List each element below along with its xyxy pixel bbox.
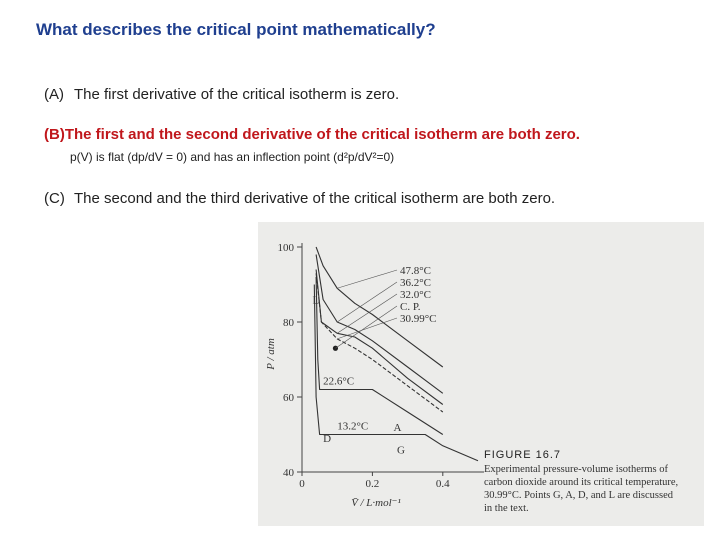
isotherm-label: C. P.: [400, 301, 421, 313]
y-tick-label: 100: [277, 242, 294, 254]
label-leader-line: [337, 282, 397, 322]
label-leader-line: [337, 294, 397, 333]
option-b-label: (B): [44, 126, 65, 143]
x-tick-label: 0.4: [435, 478, 450, 490]
figure-caption-line-3: 30.99°C. Points G, A, D, and L are discussed: [484, 490, 674, 501]
option-b: [44, 126, 580, 143]
point-label-g: G: [397, 444, 405, 457]
figure-caption-title: FIGURE 16.7: [484, 449, 562, 461]
point-label-a: A: [393, 421, 402, 434]
y-tick-label: 80: [283, 317, 294, 329]
slide-title: What describes the critical point mathematically?: [36, 20, 436, 39]
x-tick-label: 0: [299, 478, 305, 490]
isotherm-label: 22.6°C: [323, 375, 355, 388]
isotherm-label: 47.8°C: [400, 265, 431, 277]
x-axis-label: V̄ / L·mol⁻¹: [351, 497, 401, 509]
label-leader-line: [335, 306, 397, 348]
label-leader-line: [337, 318, 397, 339]
y-tick-label: 40: [283, 467, 294, 479]
option-c-text: The second and the third derivative of the critical isotherm are both zero.: [74, 190, 556, 207]
y-axis-label: P / atm: [265, 338, 277, 370]
point-label-d: D: [323, 433, 332, 445]
isotherm-label: 30.99°C: [400, 313, 437, 325]
option-a: [44, 86, 399, 103]
label-leader-line: [337, 270, 397, 288]
figure-caption-line-4: in the text.: [484, 503, 529, 514]
isotherm-chart: [258, 222, 704, 526]
option-a-label: (A): [44, 86, 64, 103]
option-a-text: The first derivative of the critical isotherm is zero.: [74, 86, 400, 103]
isotherm-line: [314, 285, 478, 461]
explanation-note: p(V) is flat (dp/dV = 0) and has an inflection point (d²p/dV²=0): [70, 150, 395, 164]
isotherm-label: 13.2°C: [337, 420, 369, 433]
point-label-l: L: [312, 294, 320, 307]
figure-caption-line-2: carbon dioxide around its critical temperature,: [484, 477, 679, 488]
isotherm-label: 32.0°C: [400, 289, 431, 301]
figure-caption-line-1: Experimental pressure-volume isotherms of: [484, 464, 668, 475]
x-tick-label: 0.2: [365, 478, 380, 490]
y-tick-label: 60: [283, 392, 294, 404]
figure-16-7: [258, 222, 704, 526]
isotherm-label: 36.2°C: [400, 277, 431, 289]
option-c: [44, 190, 555, 207]
option-b-text: The first and the second derivative of the critical isotherm are both zero.: [64, 126, 580, 143]
option-c-label: (C): [44, 190, 65, 207]
